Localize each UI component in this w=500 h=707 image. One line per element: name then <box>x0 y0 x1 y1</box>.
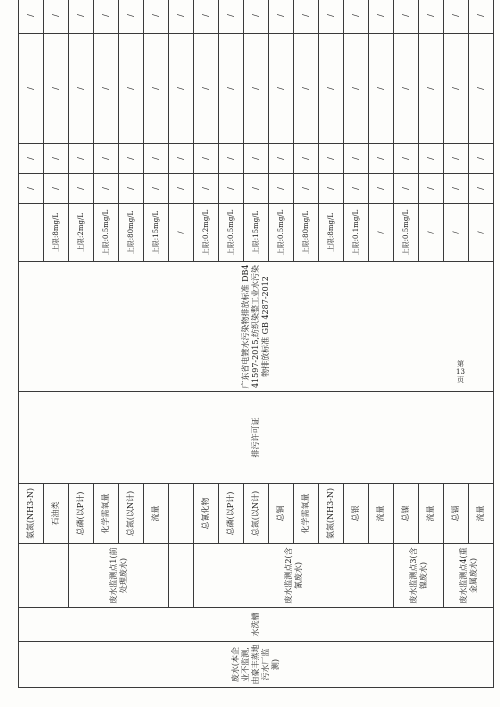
empty-slash-cell: / <box>69 0 94 34</box>
empty-slash-cell: / <box>44 34 69 144</box>
empty-slash-cell: / <box>369 0 394 34</box>
empty-slash-cell: / <box>319 34 344 144</box>
limit-cell: 上限:0.5mg/L <box>269 204 294 262</box>
empty-slash-cell: / <box>69 34 94 144</box>
empty-slash-cell: / <box>144 144 169 174</box>
empty-slash-cell: / <box>69 174 94 204</box>
empty-slash-cell: / <box>44 0 69 34</box>
limit-cell: 上限:80mg/L <box>294 204 319 262</box>
empty-slash-cell: / <box>369 174 394 204</box>
wastewater-category-cell: 废水(本企业不监测,由豪丰蒸地污水厂监测) <box>19 642 494 688</box>
limit-cell <box>19 204 44 262</box>
empty-slash-cell: / <box>219 174 244 204</box>
empty-slash-cell: / <box>294 34 319 144</box>
empty-slash-cell: / <box>94 34 119 144</box>
pollutant-cell: 总银 <box>344 484 369 544</box>
workshop-cell: 水洗槽 <box>19 608 494 642</box>
empty-slash-cell: / <box>469 0 494 34</box>
empty-slash-cell: / <box>19 0 44 34</box>
empty-slash-cell: / <box>94 0 119 34</box>
empty-slash-cell: / <box>169 174 194 204</box>
pollutant-cell: 总氮(以N计) <box>119 484 144 544</box>
wastewater-monitoring-table <box>18 0 494 688</box>
empty-slash-cell: / <box>344 144 369 174</box>
monitoring-point-cell: 废水监测点4(重金属废水) <box>444 544 494 608</box>
empty-slash-cell: / <box>294 144 319 174</box>
empty-slash-cell: / <box>419 0 444 34</box>
empty-slash-cell: / <box>169 34 194 144</box>
monitoring-point-cell: 废水监测点2(含氰废水) <box>194 544 394 608</box>
empty-slash-cell: / <box>419 174 444 204</box>
empty-slash-cell: / <box>119 144 144 174</box>
monitoring-point-cell <box>19 544 69 608</box>
empty-slash-cell: / <box>394 174 419 204</box>
limit-cell: 上限:0.1mg/L <box>344 204 369 262</box>
empty-slash-cell: / <box>244 144 269 174</box>
monitoring-point-cell: 废水监测点3(含镍废水) <box>394 544 444 608</box>
pollutant-cell: 总镉 <box>444 484 469 544</box>
monitoring-point-cell <box>169 544 194 608</box>
pollutant-cell: 总镍 <box>394 484 419 544</box>
empty-slash-cell: / <box>369 144 394 174</box>
pollutant-cell: 氨氮(NH3-N) <box>319 484 344 544</box>
empty-slash-cell: / <box>244 0 269 34</box>
empty-slash-cell: / <box>194 144 219 174</box>
pollutant-cell: 总氰化物 <box>194 484 219 544</box>
empty-slash-cell: / <box>119 174 144 204</box>
empty-slash-cell: / <box>394 34 419 144</box>
empty-slash-cell: / <box>69 144 94 174</box>
limit-cell: / <box>469 204 494 262</box>
pollutant-cell: 总铜 <box>269 484 294 544</box>
empty-slash-cell: / <box>194 0 219 34</box>
empty-slash-cell: / <box>119 0 144 34</box>
empty-slash-cell: / <box>169 0 194 34</box>
limit-cell: 上限:0.5mg/L <box>394 204 419 262</box>
pollutant-cell: 氨氮(NH3-N) <box>19 484 44 544</box>
empty-slash-cell: / <box>444 144 469 174</box>
rotated-monitoring-table-wrapper <box>18 0 485 688</box>
empty-slash-cell: / <box>194 34 219 144</box>
empty-slash-cell: / <box>219 0 244 34</box>
table-body <box>19 0 494 688</box>
limit-cell: 上限:15mg/L <box>144 204 169 262</box>
pollutant-cell: 流量 <box>419 484 444 544</box>
empty-slash-cell: / <box>144 174 169 204</box>
empty-slash-cell: / <box>444 174 469 204</box>
empty-slash-cell: / <box>144 0 169 34</box>
limit-cell: 上限:0.5mg/L <box>94 204 119 262</box>
empty-slash-cell: / <box>344 174 369 204</box>
pollutant-cell: 总氮(以N计) <box>244 484 269 544</box>
limit-cell: / <box>444 204 469 262</box>
empty-slash-cell: / <box>444 0 469 34</box>
limit-cell: 上限:8mg/L <box>44 204 69 262</box>
empty-slash-cell: / <box>469 174 494 204</box>
empty-slash-cell: / <box>419 34 444 144</box>
empty-slash-cell: / <box>19 144 44 174</box>
limit-cell: / <box>419 204 444 262</box>
table-row <box>19 0 44 688</box>
pollutant-cell: 流量 <box>144 484 169 544</box>
empty-slash-cell: / <box>244 34 269 144</box>
empty-slash-cell: / <box>144 34 169 144</box>
empty-slash-cell: / <box>269 144 294 174</box>
empty-slash-cell: / <box>194 174 219 204</box>
empty-slash-cell: / <box>369 34 394 144</box>
empty-slash-cell: / <box>469 34 494 144</box>
limit-cell: 上限:80mg/L <box>119 204 144 262</box>
empty-slash-cell: / <box>294 174 319 204</box>
empty-slash-cell: / <box>269 0 294 34</box>
pollutant-cell: 石油类 <box>44 484 69 544</box>
monitoring-point-cell: 废水监测点1(前处理废水) <box>69 544 169 608</box>
limit-cell: 上限:0.5mg/L <box>219 204 244 262</box>
empty-slash-cell: / <box>19 34 44 144</box>
empty-slash-cell: / <box>219 34 244 144</box>
empty-slash-cell: / <box>294 0 319 34</box>
empty-slash-cell: / <box>169 144 194 174</box>
empty-slash-cell: / <box>19 174 44 204</box>
limit-cell: 上限:15mg/L <box>244 204 269 262</box>
limit-cell: / <box>169 204 194 262</box>
pollutant-cell: 总磷(以P计) <box>69 484 94 544</box>
empty-slash-cell: / <box>244 174 269 204</box>
empty-slash-cell: / <box>219 144 244 174</box>
empty-slash-cell: / <box>119 34 144 144</box>
empty-slash-cell: / <box>319 0 344 34</box>
empty-slash-cell: / <box>319 174 344 204</box>
pollutant-cell: 化学需氧量 <box>94 484 119 544</box>
pollutant-cell <box>169 484 194 544</box>
limit-cell: / <box>369 204 394 262</box>
empty-slash-cell: / <box>394 0 419 34</box>
permit-basis-cell: 排污许可证 <box>19 392 494 484</box>
empty-slash-cell: / <box>444 34 469 144</box>
empty-slash-cell: / <box>44 144 69 174</box>
pollutant-cell: 流量 <box>369 484 394 544</box>
page-number: 第 13 页 <box>456 360 465 384</box>
empty-slash-cell: / <box>269 34 294 144</box>
empty-slash-cell: / <box>94 144 119 174</box>
pollutant-cell: 总磷(以P计) <box>219 484 244 544</box>
limit-cell: 上限:0.2mg/L <box>194 204 219 262</box>
pollutant-cell: 流量 <box>469 484 494 544</box>
empty-slash-cell: / <box>44 174 69 204</box>
limit-cell: 上限:2mg/L <box>69 204 94 262</box>
empty-slash-cell: / <box>469 144 494 174</box>
pollutant-cell: 化学需氧量 <box>294 484 319 544</box>
empty-slash-cell: / <box>319 144 344 174</box>
empty-slash-cell: / <box>269 174 294 204</box>
limit-cell: 上限:8mg/L <box>319 204 344 262</box>
empty-slash-cell: / <box>419 144 444 174</box>
empty-slash-cell: / <box>344 0 369 34</box>
emission-standard-cell: 广东省电镀水污染物排放标准 DB441597-2015,纺织染整工业水污染物排放标准 GB 4287-2012 <box>19 262 494 392</box>
empty-slash-cell: / <box>344 34 369 144</box>
empty-slash-cell: / <box>94 174 119 204</box>
empty-slash-cell: / <box>394 144 419 174</box>
